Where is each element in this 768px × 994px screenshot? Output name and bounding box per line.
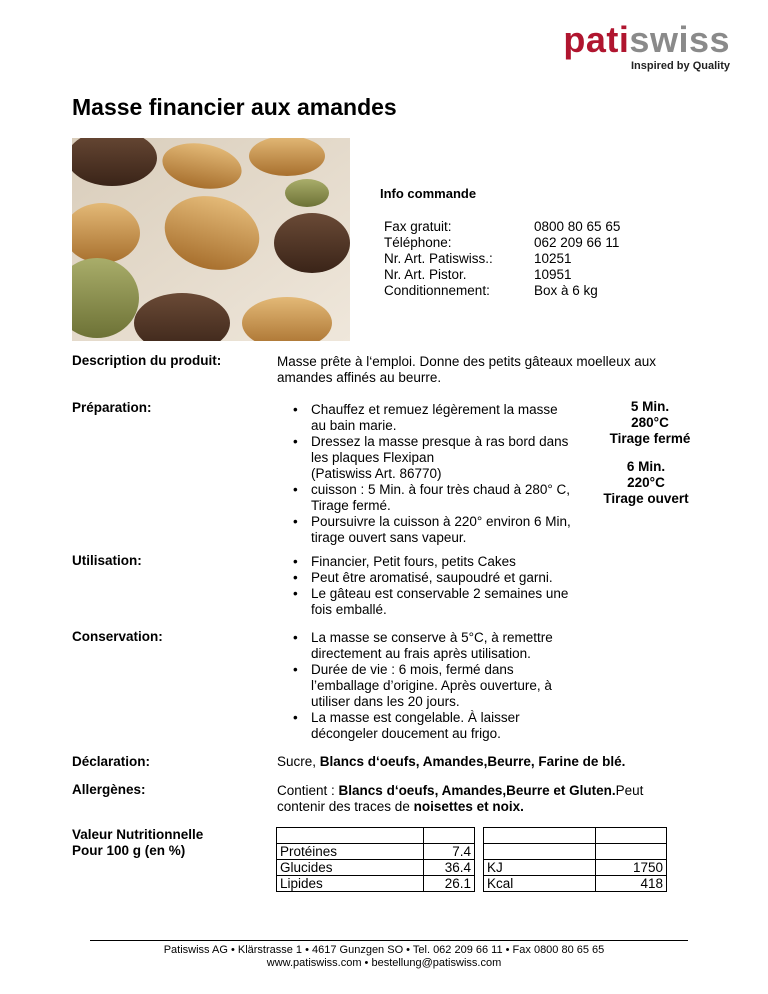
financier-cakes-photo: [72, 138, 350, 341]
table-cell: Glucides: [277, 860, 424, 876]
allergenes-bold2: noisettes et noix.: [413, 799, 524, 814]
list-line: décongeler doucement au frigo.: [311, 726, 501, 741]
list-line: fois emballé.: [311, 602, 387, 617]
table-cell: [277, 828, 424, 844]
info-row: [384, 235, 620, 251]
allergenes-bold: Blancs d‘oeufs, Amandes,Beurre et Gluten.: [338, 783, 616, 798]
utilisation-label: Utilisation:: [72, 553, 142, 568]
declaration-bold: Blancs d‘oeufs, Amandes,Beurre, Farine de blé.: [319, 754, 626, 769]
allergenes-pre: Contient :: [277, 783, 339, 798]
declaration-text: [277, 754, 625, 770]
info-row: [384, 267, 620, 283]
note-line: 280°C: [631, 415, 669, 430]
allergenes-mid: Peut: [615, 783, 644, 798]
list-line: (Patiswiss Art. 86770): [311, 466, 442, 481]
table-cell: [424, 828, 475, 844]
preparation-note-2: [596, 459, 696, 507]
list-item: [311, 586, 568, 618]
table-cell: KJ: [484, 860, 596, 876]
table-cell: [596, 828, 667, 844]
preparation-list: [277, 402, 571, 546]
footer-address: Patiswiss AG • Klärstrasse 1 • 4617 Gunzgen SO • Tel. 062 209 66 11 • Fax 0800 80 65 65: [163, 944, 605, 956]
list-line: • Financier, Petit fours, petits Cakes: [311, 554, 516, 569]
list-line: • Durée de vie : 6 mois, fermé dans: [311, 662, 514, 677]
table-cell: Lipides: [277, 876, 424, 892]
table-row: [484, 876, 667, 892]
list-line: tirage ouvert sans vapeur.: [311, 530, 467, 545]
logo-tagline: Inspired by Quality: [630, 60, 730, 72]
table-cell: 1750: [596, 860, 667, 876]
info-row: [384, 283, 620, 299]
description-label: Description du produit:: [72, 353, 222, 368]
table-row: [277, 844, 475, 860]
list-item: [311, 662, 553, 710]
note-line: 5 Min.: [630, 399, 670, 414]
table-cell: [484, 844, 596, 860]
preparation-label: Préparation:: [72, 400, 152, 415]
note-line: Tirage ouvert: [603, 491, 689, 506]
info-value: 10951: [534, 267, 572, 282]
info-value: 10251: [534, 251, 572, 266]
conservation-list: [277, 630, 553, 742]
description-line: amandes affinés au beurre.: [277, 370, 442, 385]
list-line: l’emballage d’origine. Après ouverture, à: [311, 678, 552, 693]
table-row: [277, 860, 475, 876]
info-key: Nr. Art. Pistor.: [384, 267, 467, 282]
nutrition-label: [72, 827, 203, 859]
table-row: [484, 860, 667, 876]
info-value: 062 209 66 11: [534, 235, 620, 250]
table-row: [484, 828, 667, 844]
table-cell: 418: [596, 876, 667, 892]
list-line: • Chauffez et remuez légèrement la masse: [311, 402, 558, 417]
table-cell: [596, 844, 667, 860]
list-item: [311, 570, 568, 586]
list-line: • Peut être aromatisé, saupoudré et garni.: [311, 570, 553, 585]
nutrition-table-right: [483, 827, 667, 892]
logo-swiss: swiss: [629, 19, 730, 60]
footer-contact: www.patiswiss.com • bestellung@patiswiss.com: [266, 957, 502, 969]
declaration-plain: Sucre,: [277, 754, 320, 769]
preparation-note-1: [600, 399, 700, 447]
list-line: • Le gâteau est conservable 2 semaines une: [311, 586, 569, 601]
logo-pati: pati: [563, 19, 630, 60]
table-cell: Kcal: [484, 876, 596, 892]
description-line: Masse prête à l‘emploi. Donne des petits gâteaux moelleux aux: [277, 354, 656, 369]
list-line: • cuisson : 5 Min. à four très chaud à 280° C,: [311, 482, 571, 497]
allergenes-line2: contenir des traces de: [277, 799, 414, 814]
table-row: [484, 844, 667, 860]
nutrition-table-left: [276, 827, 475, 892]
info-row: [384, 251, 620, 267]
table-cell: Protéines: [277, 844, 424, 860]
list-line: Tirage fermé.: [311, 498, 391, 513]
list-item: [311, 514, 571, 546]
table-cell: [484, 828, 596, 844]
list-line: • La masse se conserve à 5°C, à remettre: [311, 630, 553, 645]
conservation-label: Conservation:: [72, 629, 163, 644]
list-line: au bain marie.: [311, 418, 397, 433]
table-row: [277, 876, 475, 892]
footer: [0, 944, 768, 970]
info-table: [384, 219, 620, 299]
utilisation-list: [277, 554, 568, 618]
table-row: [277, 828, 475, 844]
info-value: 0800 80 65 65: [534, 219, 621, 234]
list-item: [311, 482, 571, 514]
allergenes-label: Allergènes:: [72, 782, 146, 797]
info-key: Téléphone:: [384, 235, 452, 250]
note-line: 6 Min.: [626, 459, 666, 474]
list-line: utiliser dans les 20 jours.: [311, 694, 460, 709]
list-line: directement au frais après utilisation.: [311, 646, 531, 661]
list-line: • Dressez la masse presque à ras bord dans: [311, 434, 569, 449]
page-title: Masse financier aux amandes: [72, 94, 397, 120]
note-line: 220°C: [627, 475, 665, 490]
info-row: [384, 219, 620, 235]
list-item: [311, 710, 553, 742]
nutrition-label-line: Pour 100 g (en %): [72, 843, 186, 858]
declaration-label: Déclaration:: [72, 754, 151, 769]
list-line: • La masse est congelable. À laisser: [311, 710, 520, 725]
description-text: [277, 354, 656, 386]
list-item: [311, 434, 571, 482]
list-line: • Poursuivre la cuisson à 220° environ 6 Min,: [311, 514, 571, 529]
table-cell: 36.4: [424, 860, 475, 876]
info-key: Conditionnement:: [384, 283, 490, 298]
allergenes-text: [277, 783, 643, 815]
footer-divider: [90, 940, 688, 941]
info-heading: Info commande: [380, 186, 477, 201]
patiswiss-logo: [530, 20, 730, 72]
nutrition-label-line: Valeur Nutritionnelle: [72, 827, 204, 842]
info-key: Nr. Art. Patiswiss.:: [384, 251, 493, 266]
info-value: Box à 6 kg: [534, 283, 598, 298]
table-cell: 7.4: [424, 844, 475, 860]
info-key: Fax gratuit:: [384, 219, 452, 234]
list-item: [311, 402, 571, 434]
list-item: [311, 630, 553, 662]
note-line: Tirage fermé: [609, 431, 691, 446]
table-cell: 26.1: [424, 876, 475, 892]
list-item: [311, 554, 568, 570]
list-line: les plaques Flexipan: [311, 450, 435, 465]
